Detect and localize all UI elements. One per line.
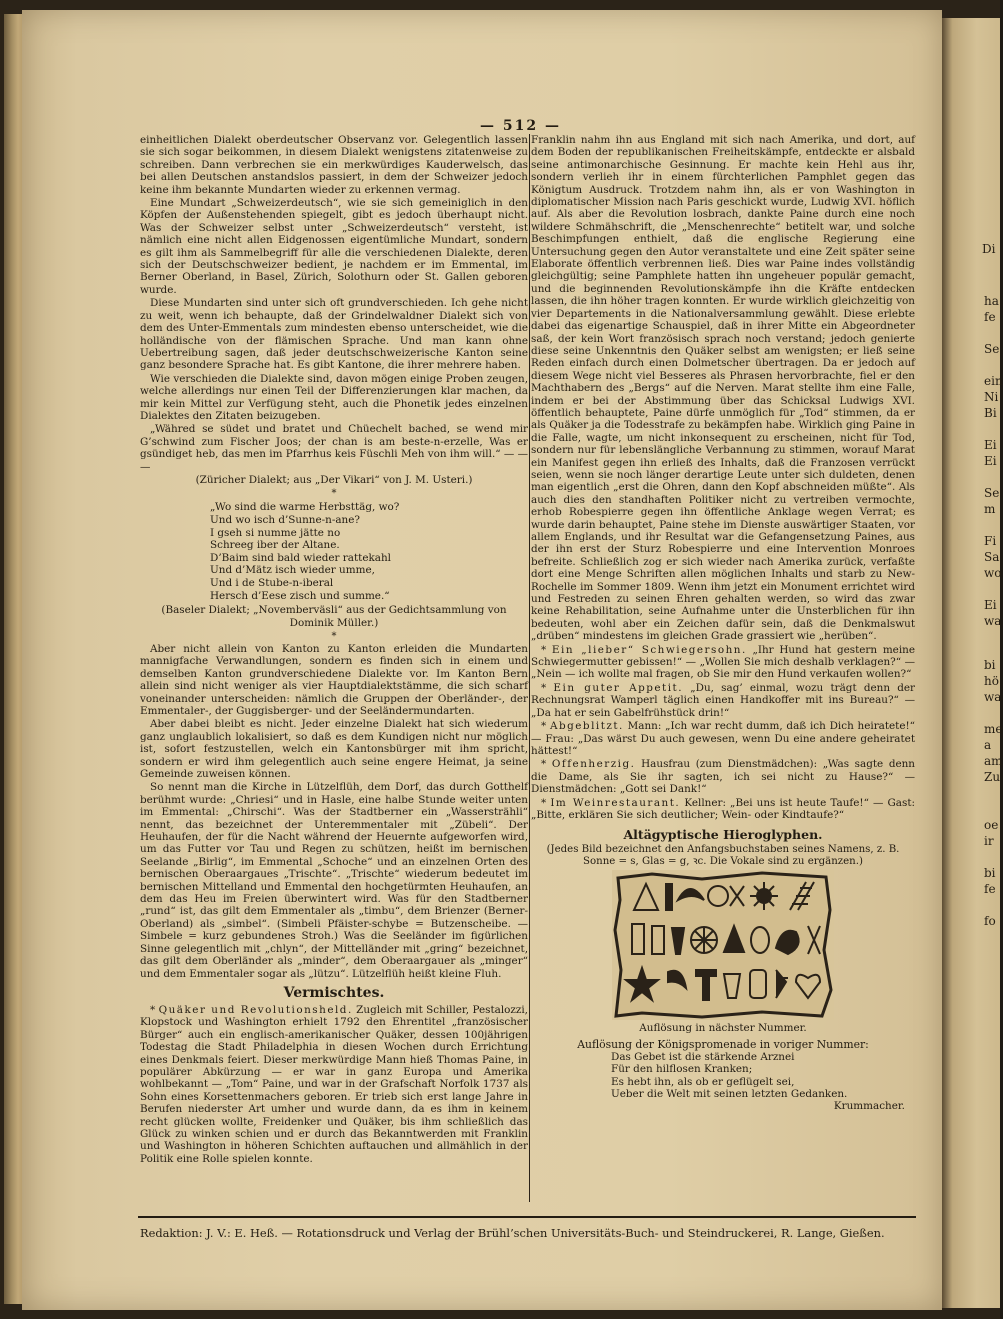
column-divider: [529, 134, 530, 1202]
joke: * Ein guter Appetit. „Du, sag’ einmal, wozu trägt denn der Rechnungsrat Wamperl täglich einen Handkoffer mit ins Bureau?“ — „Da hat er sein Gabelfrühstück drin!“: [531, 681, 916, 719]
adjacent-page-edge: [942, 18, 1003, 1308]
joke-body: „Ihr Hund hat gestern meine Schwiegermutter gebissen!“ — „Wollen Sie mich deshalb verklagen?“ — „Nein — ich wollte mal fragen, ob Sie mir den Hund verkaufen wollen?“: [531, 643, 915, 681]
poem-line: Und d’Mätz isch wieder umme,: [210, 564, 375, 577]
poem-line: „Wo sind die warme Herbsttäg, wo?: [210, 501, 400, 514]
puzzle-caption: Auflösung in nächster Nummer.: [639, 1022, 807, 1035]
verse-line: Das Gebet ist die stärkende Arznei: [611, 1050, 795, 1063]
fragment: hö: [984, 674, 999, 688]
attribution: (Baseler Dialekt; „Novemberväsli“ aus der Gedichtsammlung von Dominik Müller.): [161, 604, 507, 629]
puzzle-heading: Altägyptische Hieroglyphen.: [623, 827, 823, 843]
fragment: Ei: [984, 598, 997, 612]
joke-title: Im Weinrestaurant.: [550, 796, 681, 809]
page-number: — 512 —: [480, 118, 561, 134]
fragment: me: [984, 722, 1003, 736]
joke-body: Hausfrau (zum Dienstmädchen): „Was sagte denn die Dame, als Sie ihr sagten, ich sei nicht zu Hause?“ — Dienstmädchen: „Gott sei Dank!“: [531, 758, 916, 796]
joke-body: Kellner: „Bei uns ist heute Taufe!“ — Gast: „Bitte, erklären Sie sich deutlicher; Wein- oder Kindtaufe?“: [531, 796, 916, 821]
fragment: fe: [984, 882, 996, 896]
joke-title: Ein „lieber“ Schwiegersohn.: [551, 643, 747, 656]
solution-verse: [611, 1051, 915, 1101]
fragment: Zu: [984, 770, 1001, 784]
joke-title: Abgeblitzt.: [549, 720, 624, 733]
fragment: Ni: [984, 390, 999, 404]
fragment: ir: [984, 834, 994, 848]
joke-title: Ein guter Appetit.: [553, 681, 684, 694]
poem: [210, 501, 528, 602]
paragraph: Diese Mundarten sind unter sich oft grundverschieden. Ich gehe nicht zu weit, wenn ich behaupte, daß der Grindelwaldner Dialekt sich von dem des Unter-Emmentals zum mindesten ebenso unterscheidet, wie die holländische von der flämischen Sprache. Und man kann ohne Uebertreibung sagen, daß jeder deutschschweizerische Kanton seine ganz besondere Sprache hat. Es gibt Kantone, die ihrer mehrere haben.: [140, 297, 528, 372]
hieroglyph-puzzle-image: [612, 870, 834, 1020]
hieroglyph-tablet: [612, 870, 834, 1020]
section-heading: Vermischtes.: [283, 984, 385, 1001]
fragment: Di: [982, 242, 996, 256]
paragraph: Wie verschieden die Dialekte sind, davon mögen einige Proben zeugen, welche allerdings nur einen Teil der Differenzierungen klar machen, da mir kein Mittel zur Verfügung steht, auch die Phonetik jedes einzelnen Dialektes den Zitaten beizugeben.: [140, 372, 528, 422]
poem-line: Und i de Stube-n-iberal: [210, 576, 334, 589]
fragment: wo: [984, 566, 1002, 580]
verse-line: Für den hilflosen Kranken;: [611, 1063, 753, 1076]
joke: * Abgeblitzt. Mann: „Ich war recht dumm, daß ich Dich heiratete!“ — Frau: „Das wärst Du auch gewesen, wenn Du eine andere geheiratet hättest!“: [531, 720, 915, 757]
paragraph: Aber dabei bleibt es nicht. Jeder einzelne Dialekt hat sich wiederum ganz unglaublich lokalisiert, so daß es dem Kundigen nicht nur möglich ist, sofort festzustellen, welch ein Kantonsbürger mit ihm spricht, sondern er wird ihm gelegentlich auch seine engere Heimat, ja seine Gemeinde zuweisen können.: [140, 718, 528, 780]
fragment: fo: [984, 914, 996, 928]
fragment: Sa: [984, 550, 1000, 564]
fragment: a: [984, 738, 992, 752]
verse-line: Es hebt ihn, als ob er geflügelt sei,: [611, 1075, 795, 1088]
article-body: Zugleich mit Schiller, Pestalozzi, Klopstock und Washington erhielt 1792 den Ehrentitel „französischer Bürger“ auch ein englisch-amerikanischer Quäker, dessen 100jährigen Todestag die Stadt Philadelphia in diesen Wochen durch Errichtung eines Denkmals feiert. Dieser merkwürdige Mann hieß Thomas Paine, in populärer Abkürzung — er war in ganz Europa und Amerika wohlbekannt — „Tom“ Paine, und war in der Grafschaft Norfolk 1737 als Sohn eines Korsettenmachers geboren. Er trieb sich erst lange Jahre in Berufen niederster Art umher und wurde dann, da es ihm in keinem recht glücken wollte, Freidenker und Quäker, bis ihm schließlich das Glück zu winken schien und er durch das Bekanntwerden mit Franklin und Washington in höheren Schichten auftauchen und allmählich in der Politik eine Rolle spielen konnte.: [140, 1003, 528, 1165]
poem-line: Schreeg iber der Altane.: [210, 539, 340, 552]
fragment: Ei: [984, 454, 997, 468]
fragment: ha: [984, 294, 999, 308]
right-column: [531, 134, 915, 1113]
paragraph: einheitlichen Dialekt oberdeutscher Observanz vor. Gelegentlich lassen sie sich sogar beikommen, in diesem Dialekt wenigstens zitatenweise zu schreiben. Dann verbrechen sie ein merkwürdiges Kauderwelsch, das bei allen Deutschen anstandslos passiert, in dem der Schweizer jedoch keine ihm bekannte Mundarten wieder zu erkennen vermag.: [140, 134, 528, 196]
article-title: Quäker und Revolutionsheld.: [158, 1003, 353, 1016]
joke: * Offenherzig. Hausfrau (zum Dienstmädchen): „Was sagte denn die Dame, als Sie ihr sagten, ich sei nicht zu Hause?“ — Dienstmädchen: „Gott sei Dank!“: [531, 758, 916, 796]
fragment: am: [984, 754, 1003, 768]
joke: * Im Weinrestaurant. Kellner: „Bei uns ist heute Taufe!“ — Gast: „Bitte, erklären Sie sich deutlicher; Wein- oder Kindtaufe?“: [531, 796, 916, 821]
fragment: Bi: [984, 406, 997, 420]
separator-asterisk: *: [331, 488, 337, 500]
fragment: wa: [984, 690, 1002, 704]
paragraph: Franklin nahm ihn aus England mit sich nach Amerika, und dort, auf dem Boden der republikanischen Freiheitskämpfe, entdeckte er alsbald seine antimonarchische Gesinnung. Er machte kein Hehl aus ihr, sondern verlieh ihr in einem fürchterlichen Pamphlet gegen das Königtum Ausdruck. Trotzdem nahm ihn, als er von Washington in diplomatischer Mission nach Paris geschickt wurde, Ludwig XVI. höflich auf. Als aber die Revolution losbrach, dankte Paine durch eine noch wildere Schmähschrift, die „Menschenrechte“ betitelt war, und solche Beschimpfungen enthielt, daß die englische Regierung eine Untersuchung gegen den Autor veranstaltete und eine Zeit später seine Elaborate öffentlich verbrennen ließ. Dies war Paine indes vollständig gleichgültig; seine Pamphlete hatten ihn ungeheuer populär gemacht, und die beginnenden Revolutionskämpfe ihn die Kräfte entdecken lassen, die ihn höher tragen konnten. Er wurde wirklich gleichzeitig von vier Departements in die Nationalversammlung gewählt. Diese erlebte dabei das eigenartige Schauspiel, daß in ihrer Mitte ein Abgeordneter saß, der kein Wort französisch sprach noch verstand; jedoch genierte diese seine Unkenntnis den Quäker selbst am wenigsten; er ließ seine Reden einfach durch einen Dolmetscher übertragen. Da er jedoch auf diesem Wege nicht viel Besseres als Phrasen hervorbrachte, fiel er den Machthabern des „Bergs“ auf die Nerven. Marat stellte ihm eine Falle, indem er bei der Abstimmung über das Schicksal Ludwigs XVI. öffentlich behauptete, Paine dürfe unmöglich für „Tod“ stimmen, da er als Quäker ja die Todesstrafe zu bekämpfen habe. Wirklich ging Paine in die Falle, wagte, um nicht inkonsequent zu erscheinen, nicht für Tod, sondern nur für lebenslängliche Verbannung zu stimmen, worauf Marat ein Manifest gegen ihn erließ des Inhalts, daß die Franzosen verrückt seien, wenn sie noch länger derartige Leute unter sich duldeten, denen man eigentlich „erst die Ohren, dann den Kopf abschneiden müßte“. Als auch dies den standhaften Politiker nicht zu vertreiben vermochte, erhob Robespierre gegen ihn öffentliche Anklage wegen Verrat; es wurde darin behauptet, Paine stehe im Dienste auswärtiger Staaten, vor allem Englands, und ihr Resultat war die Gefangensetzung Paines, aus der ihn erst der Sturz Robespierre und eine Intervention Monroes befreite. Schließlich zog er sich wieder nach Amerika zurück, verfaßte dort eine Menge Schriften allen möglichen Inhalts und starb zu New-Rochelle im Sommer 1809. Wenn ihm jetzt ein Monument errichtet wird und Festreden zu seinen Ehren gehalten werden, so wird das zwar keine Rehabilitation, seine Aufnahme unter die Unsterblichen für ihn bedeuten, wohl aber ein Zeichen dafür sein, daß die Denkmalswut „drüben“ mindestens im gleichen Grade grassiert wie „herüben“.: [531, 134, 915, 643]
fragment: bi: [984, 658, 996, 672]
poem-line: Hersch d’Eese zisch und summe.“: [210, 589, 390, 602]
left-column: [140, 134, 528, 1166]
fragment: fe: [984, 310, 996, 324]
attribution: (Züricher Dialekt; aus „Der Vikari“ von J. M. Usteri.): [195, 473, 473, 486]
footer-rule: [138, 1216, 916, 1218]
joke: * Ein „lieber“ Schwiegersohn. „Ihr Hund hat gestern meine Schwiegermutter gebissen!“ — „Wollen Sie mich deshalb verklagen?“ — „Nein — ich wollte mal fragen, ob Sie mir den Hund verkaufen wollen?“: [531, 643, 915, 681]
solution-author: Krummacher.: [833, 1100, 905, 1113]
puzzle-instructions: (Jedes Bild bezeichnet den Anfangsbuchstaben seines Namens, z. B. Sonne = s, Glas = g, ꝛc. Die Vokale sind zu ergänzen.): [546, 844, 900, 868]
fragment: wa: [984, 614, 1002, 628]
fragment: Se: [984, 486, 1000, 500]
verse-line: Ueber die Welt mit seinen letzten Gedanken.: [611, 1087, 848, 1100]
fragment: bi: [984, 866, 996, 880]
solution-title: Auflösung der Königspromenade in voriger Nummer:: [577, 1037, 869, 1051]
article-quaker: * Quäker und Revolutionsheld. Zugleich mit Schiller, Pestalozzi, Klopstock und Washington erhielt 1792 den Ehrentitel „französischer Bürger“ auch ein englisch-amerikanischer Quäker, dessen 100jährigen Todestag die Stadt Philadelphia in diesen Wochen durch Errichtung eines Denkmals feiert. Dieser merkwürdige Mann hieß Thomas Paine, in populärer Abkürzung — er war in ganz Europa und Amerika wohlbekannt — „Tom“ Paine, und war in der Grafschaft Norfolk 1737 als Sohn eines Korsettenmachers geboren. Er trieb sich erst lange Jahre in Berufen niederster Art umher und wurde dann, da es ihm in keinem recht glücken wollte, Freidenker und Quäker, bis ihm schließlich das Glück zu winken schien und er durch das Bekanntwerden mit Franklin und Washington in höheren Schichten auftauchen und allmählich in der Politik eine Rolle spielen konnte.: [140, 1003, 528, 1165]
fragment: Fi: [984, 534, 997, 548]
joke-title: Offenherzig.: [551, 758, 636, 771]
paragraph: So nennt man die Kirche in Lützelflüh, dem Dorf, das durch Gotthelf berühmt wurde: „Chriesi“ und in Hasle, eine halbe Stunde weiter unten im Emmental: „Chirschi“. Was der Stadtberner ein „Wassersträhli“ nennt, das bezeichnet der Unteremmentaler mit „Zübeli“. Der Heuhaufen, der für die Nacht während der Heuernte aufgeworfen wird, um das Futter vor Tau und Regen zu schützen, heißt im bernischen Seelande „Birlig“, im Emmental „Schoche“ und an einzelnen Orten des bernischen Oberaargaues „Trischte“. „Trischte“ wiederum bedeutet im bernischen Mittelland und Emmental den hochgetürmten Heuhaufen, an dem das Heu im Freien überwintert wird. Was für den Stadtberner „rund“ ist, das gilt dem Emmentaler als „timbu“, dem Brienzer (Berner-Oberland) als „simbel“. (Simbeli Pfäister-schybe = Butzenscheibe. — Simbele = kurz gebundenes Stroh.) Was die Seeländer im figürlichen Sinne gelegentlich mit „chlyn“, der Mittelländer mit „gring“ bezeichnet, das gilt dem Oberländer als „minder“, dem Oberaargauer als „minger“ und dem Emmentaler sogar als „lützu“. Lützelflüh heißt kleine Fluh.: [140, 781, 528, 980]
nail-glyph: [666, 884, 672, 910]
dialect-sample: „Währed se südet und bratet und Chüechelt bached, se wend mir G’schwind zum Fischer Joos; der chan is am beste-n-erzelle, Was er gsündiget heb, das men im Pfarrhus keis Füschli Meh von ihm will.“ — — —: [140, 423, 528, 473]
fragment: m: [984, 502, 996, 516]
fragment: oe: [984, 818, 999, 832]
page-stack-edge: [4, 14, 24, 1304]
poem-line: I gseh si numme jätte no: [210, 526, 341, 539]
paragraph: Eine Mundart „Schweizerdeutsch“, wie sie sich gemeiniglich in den Köpfen der Außenstehenden spiegelt, gibt es jedoch überhaupt nicht. Was der Schweizer selbst unter „Schweizerdeutsch“ versteht, ist nämlich eine nicht allen Eidgenossen eigentümliche Mundart, sondern es gilt ihm als Sammelbegriff für alle die verschiedenen Dialekte, deren sich der Deutschschweizer bedient, je nachdem er im Emmental, im Berner Oberland, in Basel, Zürich, Solothurn oder St. Gallen geboren wurde.: [140, 197, 528, 296]
poem-line: Und wo isch d’Sunne-n-ane?: [210, 513, 360, 526]
fragment: Ei: [984, 438, 997, 452]
poem-line: D’Baim sind bald wieder rattekahl: [210, 551, 391, 564]
fragment: Se: [984, 342, 1000, 356]
paragraph: Aber nicht allein von Kanton zu Kanton erleiden die Mundarten mannigfache Verwandlungen, sondern es finden sich in einem und demselben Kanton grundverschiedene Dialekte vor. Im Kanton Bern allein sind nicht weniger als vier Hauptdialektstämme, die sich scharf voneinander unterscheiden: nämlich die Gruppen der Oberländer-, der Emmentaler-, der Guggisberger- und der Seeländermundarten.: [140, 642, 528, 717]
joke-body: Mann: „Ich war recht dumm, daß ich Dich heiratete!“ — Frau: „Das wärst Du auch gewesen, wenn Du eine andere geheiratet hättest!“: [531, 720, 915, 757]
joke-body: „Du, sag’ einmal, wozu trägt denn der Rechnungsrat Wamperl täglich einen Handkoffer mit ins Bureau?“ — „Da hat er sein Gabelfrühstück drin!“: [531, 681, 916, 719]
separator-asterisk: *: [331, 630, 337, 642]
imprint-footer: Redaktion: J. V.: E. Heß. — Rotationsdruck und Verlag der Brühl’schen Universitäts-Buch- und Steindruckerei, R. Lange, Gießen.: [140, 1226, 885, 1240]
fragment: ein: [984, 374, 1003, 388]
